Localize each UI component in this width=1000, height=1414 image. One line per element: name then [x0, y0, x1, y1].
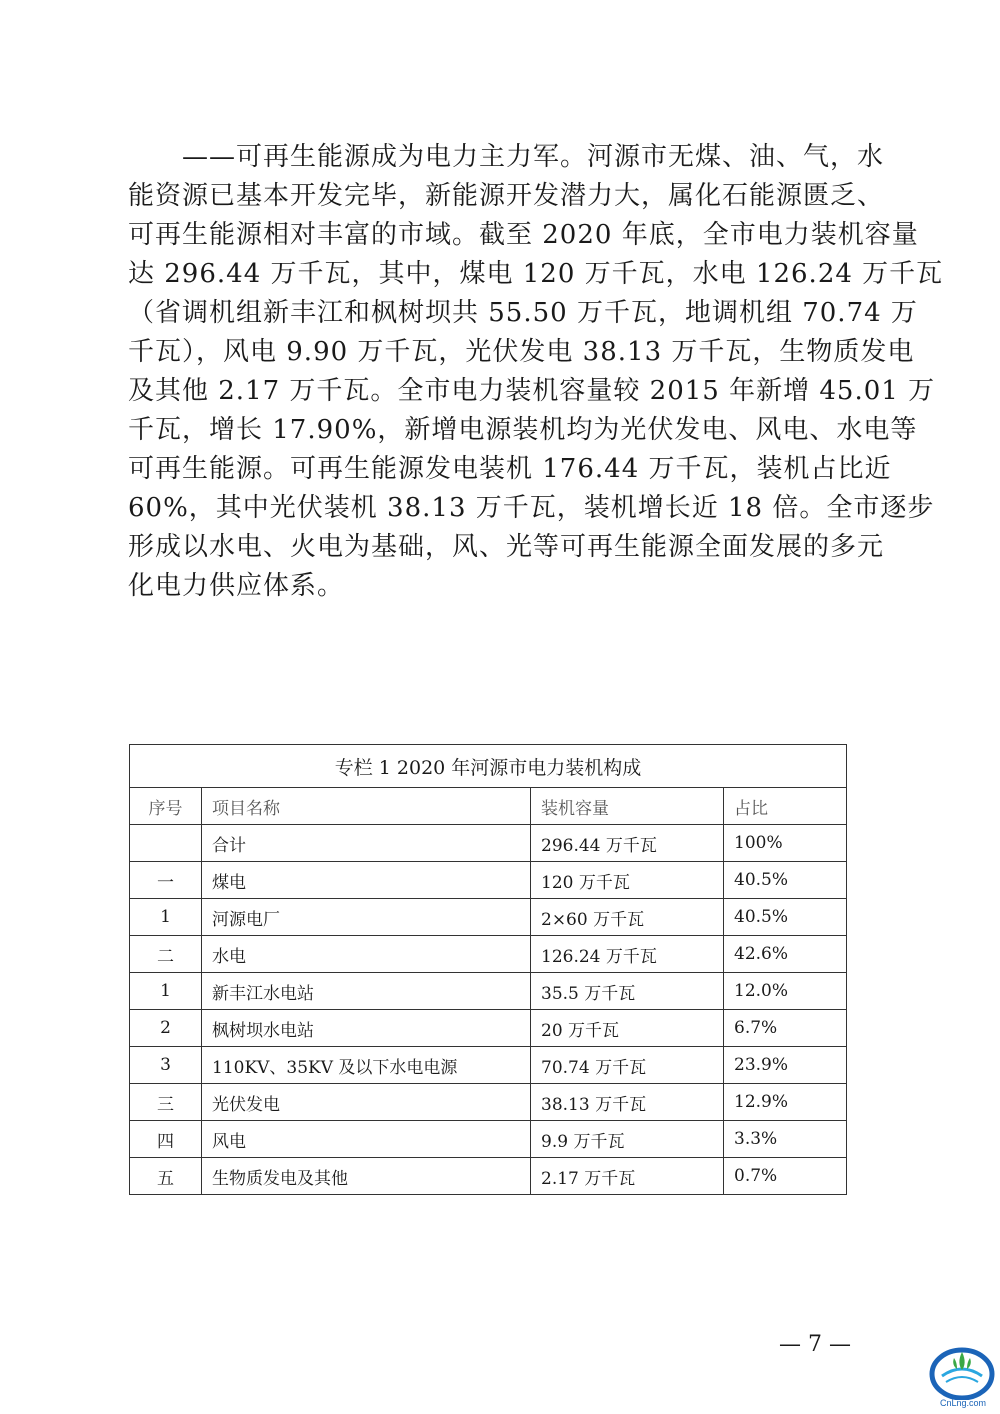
table-row: [130, 899, 847, 936]
table-row: [130, 862, 847, 899]
row-name: 河源电厂: [202, 899, 531, 936]
row-name: 风电: [202, 1121, 531, 1158]
row-capacity: 20 万千瓦: [531, 1010, 724, 1047]
row-no: 1: [130, 899, 202, 936]
row-share: 100%: [724, 825, 847, 862]
paragraph-line: 能资源已基本开发完毕，新能源开发潜力大，属化石能源匮乏、: [128, 181, 885, 211]
row-capacity: 2×60 万千瓦: [531, 899, 724, 936]
row-capacity: 2.17 万千瓦: [531, 1158, 724, 1195]
header-cell-name: 项目名称: [202, 788, 531, 825]
table-row: [130, 1010, 847, 1047]
row-capacity: 38.13 万千瓦: [531, 1084, 724, 1121]
paragraph-line: 千瓦，增长 17.90%，新增电源装机均为光伏发电、风电、水电等: [128, 415, 918, 445]
capacity-table: [129, 744, 847, 1195]
row-share: 42.6%: [724, 936, 847, 973]
page-number: — 7 —: [779, 1332, 851, 1357]
header-cell-share: 占比: [724, 788, 847, 825]
paragraph-line: 60%，其中光伏装机 38.13 万千瓦，装机增长近 18 倍。全市逐步: [128, 493, 935, 523]
paragraph-line: 千瓦），风电 9.90 万千瓦，光伏发电 38.13 万千瓦，生物质发电: [128, 337, 915, 367]
table-row: [130, 973, 847, 1010]
table-caption: 专栏 1 2020 年河源市电力装机构成: [130, 745, 847, 788]
table-row: [130, 936, 847, 973]
row-share: 23.9%: [724, 1047, 847, 1084]
row-name: 新丰江水电站: [202, 973, 531, 1010]
row-capacity: 120 万千瓦: [531, 862, 724, 899]
row-name: 110KV、35KV 及以下水电电源: [202, 1047, 531, 1084]
paragraph-line: 可再生能源相对丰富的市域。截至 2020 年底，全市电力装机容量: [128, 220, 919, 250]
capacity-table-box: [129, 744, 846, 1195]
table-row: [130, 1047, 847, 1084]
row-capacity: 126.24 万千瓦: [531, 936, 724, 973]
header-cell-capacity: 装机容量: [531, 788, 724, 825]
row-capacity: 70.74 万千瓦: [531, 1047, 724, 1084]
row-name: 煤电: [202, 862, 531, 899]
table-row: [130, 1158, 847, 1195]
row-capacity: 35.5 万千瓦: [531, 973, 724, 1010]
header-cell-no: 序号: [130, 788, 202, 825]
row-capacity: 9.9 万千瓦: [531, 1121, 724, 1158]
row-name: 水电: [202, 936, 531, 973]
row-share: 40.5%: [724, 862, 847, 899]
row-share: 6.7%: [724, 1010, 847, 1047]
paragraph-line: 可再生能源。可再生能源发电装机 176.44 万千瓦，装机占比近: [128, 454, 892, 484]
row-name: 生物质发电及其他: [202, 1158, 531, 1195]
row-no: 三: [130, 1084, 202, 1121]
row-share: 40.5%: [724, 899, 847, 936]
table-row: [130, 1121, 847, 1158]
row-share: 0.7%: [724, 1158, 847, 1195]
paragraph-line: 化电力供应体系。: [128, 571, 345, 601]
table-row: [130, 825, 847, 862]
row-no: [130, 825, 202, 862]
paragraph-line: ——可再生能源成为电力主力军。河源市无煤、油、气，水: [128, 142, 885, 172]
row-no: 四: [130, 1121, 202, 1158]
logo-text: CnLng.com: [940, 1398, 987, 1408]
table-header-row: [130, 788, 847, 825]
row-share: 12.0%: [724, 973, 847, 1010]
row-name: 枫树坝水电站: [202, 1010, 531, 1047]
paragraph-line: 达 296.44 万千瓦，其中，煤电 120 万千瓦，水电 126.24 万千瓦: [128, 259, 944, 289]
row-no: 五: [130, 1158, 202, 1195]
row-no: 3: [130, 1047, 202, 1084]
paragraph-line: 及其他 2.17 万千瓦。全市电力装机容量较 2015 年新增 45.01 万: [128, 376, 936, 406]
row-no: 1: [130, 973, 202, 1010]
row-share: 12.9%: [724, 1084, 847, 1121]
row-name: 合计: [202, 825, 531, 862]
row-capacity: 296.44 万千瓦: [531, 825, 724, 862]
row-share: 3.3%: [724, 1121, 847, 1158]
paragraph-line: （省调机组新丰江和枫树坝共 55.50 万千瓦，地调机组 70.74 万: [128, 298, 918, 328]
body-paragraph: [128, 138, 944, 606]
paragraph-line: 形成以水电、火电为基础，风、光等可再生能源全面发展的多元: [128, 532, 885, 562]
row-no: 2: [130, 1010, 202, 1047]
row-no: 二: [130, 936, 202, 973]
row-no: 一: [130, 862, 202, 899]
row-name: 光伏发电: [202, 1084, 531, 1121]
table-row: [130, 1084, 847, 1121]
